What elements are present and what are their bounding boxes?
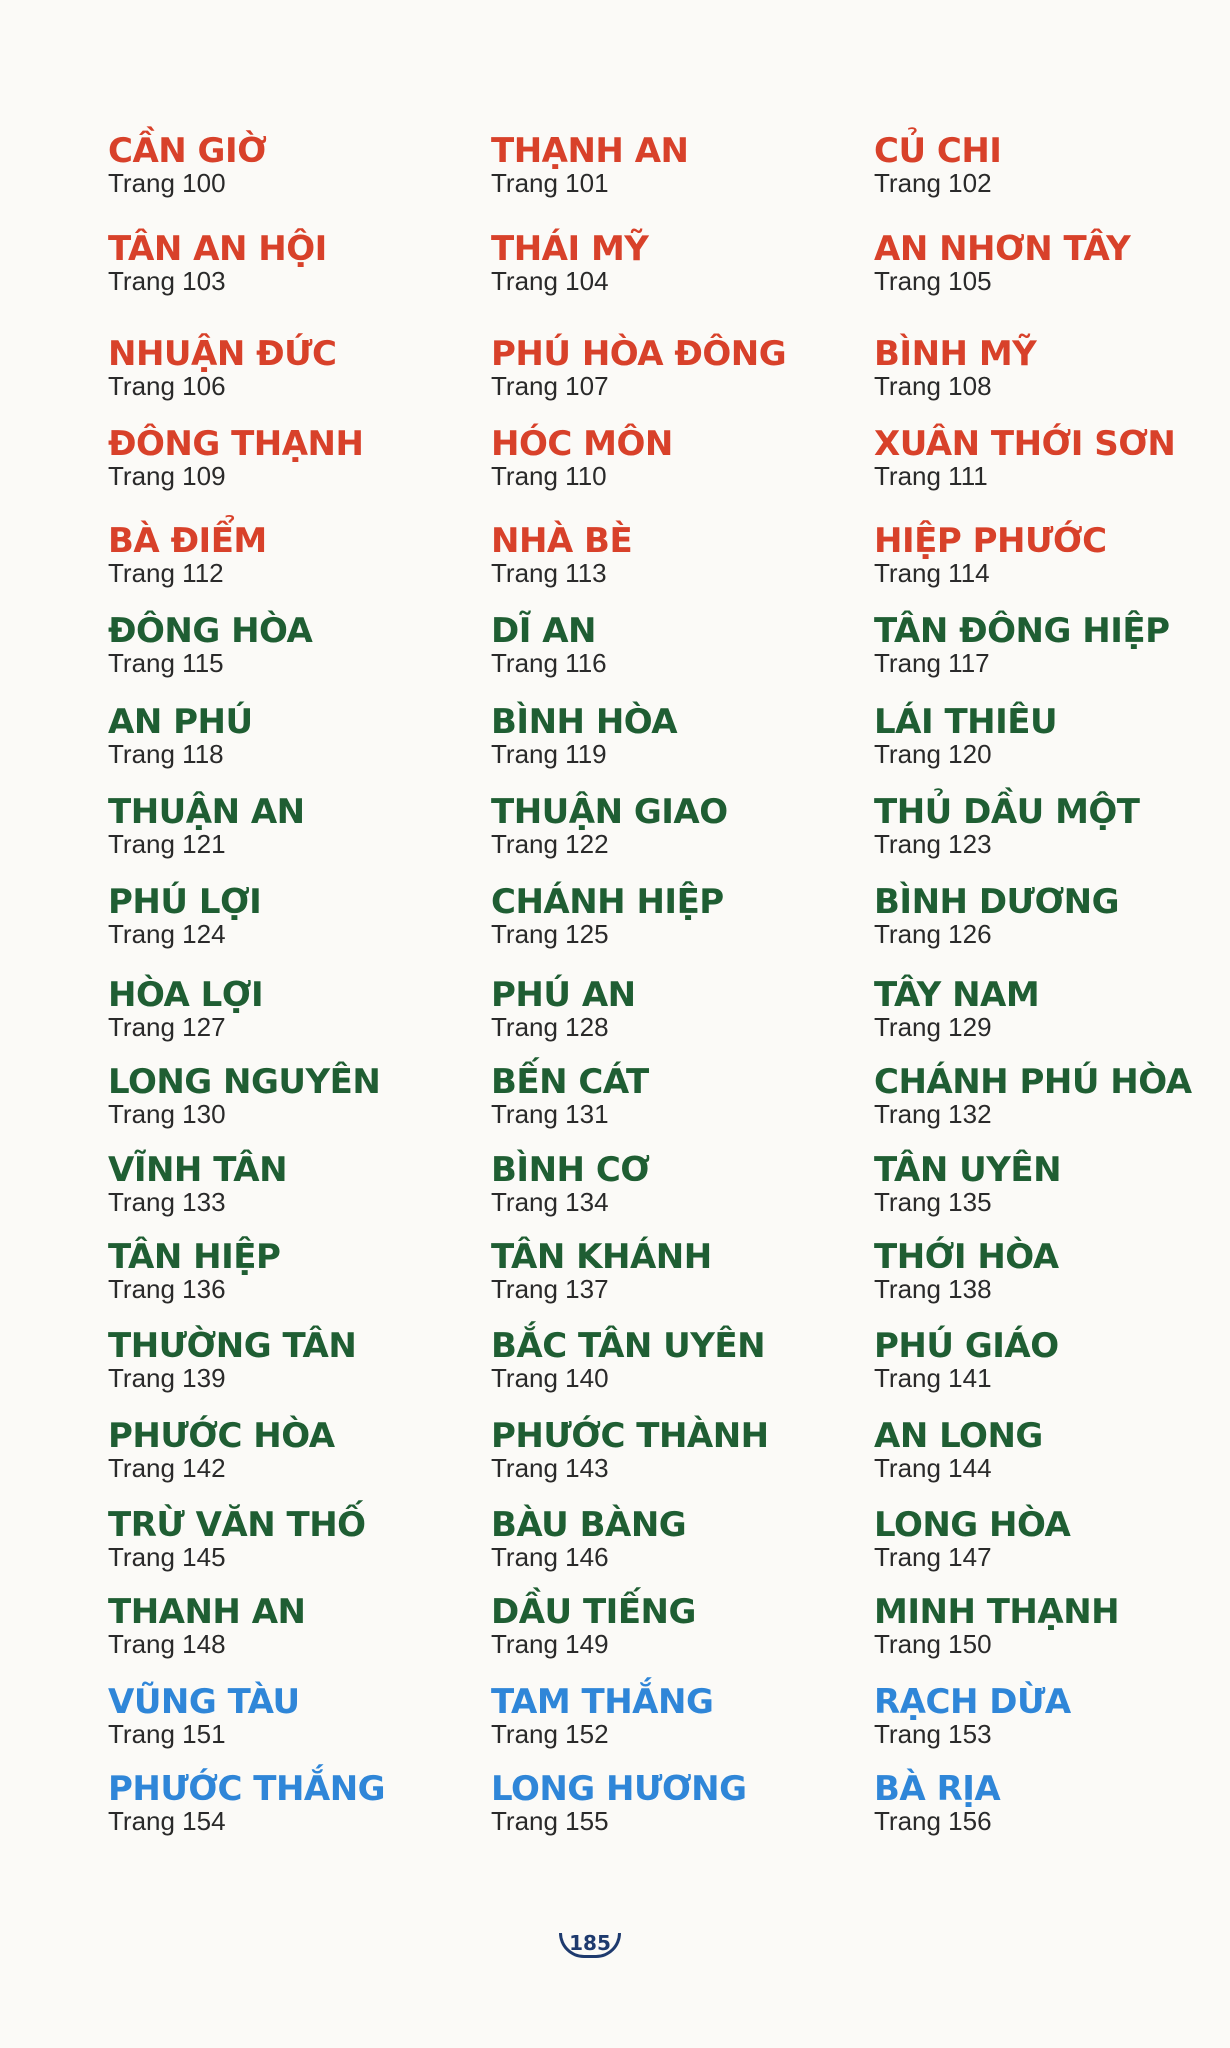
entry-name: BÌNH CƠ	[491, 1150, 650, 1190]
entry-name: THÁI MỸ	[491, 229, 649, 269]
entry-name: THUẬN AN	[108, 792, 305, 832]
entry-name: TRỪ VĂN THỐ	[108, 1505, 366, 1545]
entry-page: Trang 132	[874, 1099, 992, 1129]
page-number: 185	[559, 1926, 621, 1960]
entry-page: Trang 153	[874, 1719, 992, 1749]
index-entry	[108, 230, 468, 296]
entry-page: Trang 146	[491, 1542, 609, 1572]
index-entry	[108, 522, 468, 588]
entry-name: TÂY NAM	[874, 975, 1040, 1015]
entry-name: DĨ AN	[491, 611, 596, 651]
entry-name: XUÂN THỚI SƠN	[874, 424, 1176, 464]
entry-page: Trang 104	[491, 266, 609, 296]
entry-name: TÂN KHÁNH	[491, 1237, 712, 1277]
index-entry	[874, 1238, 1230, 1304]
entry-name: AN NHƠN TÂY	[874, 229, 1131, 269]
index-entry	[491, 425, 851, 491]
index-entry	[491, 1683, 851, 1749]
index-entry	[874, 1063, 1230, 1129]
index-entry	[874, 230, 1230, 296]
entry-page: Trang 129	[874, 1012, 992, 1042]
entry-name: CHÁNH PHÚ HÒA	[874, 1062, 1192, 1102]
entry-page: Trang 123	[874, 829, 992, 859]
entry-name: HÓC MÔN	[491, 424, 673, 464]
index-entry	[491, 1506, 851, 1572]
index-entry	[108, 1770, 468, 1836]
index-entry	[108, 1063, 468, 1129]
entry-page: Trang 111	[874, 461, 988, 491]
entry-page: Trang 120	[874, 739, 992, 769]
entry-name: PHƯỚC THẮNG	[108, 1769, 386, 1809]
entry-name: BÀU BÀNG	[491, 1505, 687, 1545]
index-entry	[108, 132, 468, 198]
index-entry	[108, 1683, 468, 1749]
entry-name: VĨNH TÂN	[108, 1150, 288, 1190]
entry-name: THỦ DẦU MỘT	[874, 792, 1140, 832]
entry-name: LONG NGUYÊN	[108, 1062, 381, 1102]
entry-page: Trang 154	[108, 1806, 226, 1836]
entry-page: Trang 117	[874, 648, 990, 678]
index-entry	[491, 1770, 851, 1836]
entry-page: Trang 105	[874, 266, 992, 296]
index-entry	[874, 1593, 1230, 1659]
entry-name: BẮC TÂN UYÊN	[491, 1326, 766, 1366]
index-entry	[108, 703, 468, 769]
entry-page: Trang 100	[108, 168, 226, 198]
index-entry	[108, 1327, 468, 1393]
entry-name: PHÚ HÒA ĐÔNG	[491, 334, 787, 374]
entry-page: Trang 119	[491, 739, 607, 769]
entry-name: PHƯỚC HÒA	[108, 1416, 335, 1456]
entry-page: Trang 121	[108, 829, 226, 859]
index-entry	[874, 1327, 1230, 1393]
index-entry	[491, 976, 851, 1042]
entry-name: THỚI HÒA	[874, 1237, 1059, 1277]
index-entry	[874, 132, 1230, 198]
index-entry	[874, 1151, 1230, 1217]
index-entry	[491, 230, 851, 296]
entry-name: BẾN CÁT	[491, 1062, 649, 1102]
entry-page: Trang 152	[491, 1719, 609, 1749]
index-entry	[491, 1417, 851, 1483]
entry-page: Trang 140	[491, 1363, 609, 1393]
entry-page: Trang 150	[874, 1629, 992, 1659]
entry-page: Trang 116	[491, 648, 607, 678]
entry-page: Trang 115	[108, 648, 224, 678]
entry-name: MINH THẠNH	[874, 1592, 1120, 1632]
entry-page: Trang 130	[108, 1099, 226, 1129]
index-entry	[874, 976, 1230, 1042]
index-entry	[491, 703, 851, 769]
index-entry	[491, 1327, 851, 1393]
entry-page: Trang 149	[491, 1629, 609, 1659]
index-entry	[108, 1417, 468, 1483]
entry-page: Trang 106	[108, 371, 226, 401]
entry-page: Trang 112	[108, 558, 224, 588]
index-entry	[874, 1506, 1230, 1572]
entry-name: LONG HÒA	[874, 1505, 1071, 1545]
index-entry	[874, 612, 1230, 678]
entry-name: BÀ RỊA	[874, 1769, 1001, 1809]
index-entry	[874, 703, 1230, 769]
entry-name: BÌNH HÒA	[491, 702, 678, 742]
entry-page: Trang 124	[108, 919, 226, 949]
entry-page: Trang 143	[491, 1453, 609, 1483]
entry-name: DẦU TIẾNG	[491, 1592, 696, 1632]
entry-page: Trang 127	[108, 1012, 226, 1042]
entry-page: Trang 102	[874, 168, 992, 198]
entry-page: Trang 122	[491, 829, 609, 859]
entry-name: BÌNH DƯƠNG	[874, 882, 1120, 922]
entry-page: Trang 118	[108, 739, 224, 769]
entry-page: Trang 147	[874, 1542, 992, 1572]
index-entry	[108, 612, 468, 678]
index-entry	[108, 976, 468, 1042]
index-entry	[491, 132, 851, 198]
entry-page: Trang 107	[491, 371, 609, 401]
entry-name: AN PHÚ	[108, 702, 253, 742]
entry-name: TAM THẮNG	[491, 1682, 714, 1722]
index-entry	[491, 1593, 851, 1659]
entry-page: Trang 128	[491, 1012, 609, 1042]
entry-page: Trang 103	[108, 266, 226, 296]
entry-name: NHUẬN ĐỨC	[108, 334, 337, 374]
entry-page: Trang 148	[108, 1629, 226, 1659]
index-entry	[491, 883, 851, 949]
entry-name: RẠCH DỪA	[874, 1682, 1071, 1722]
entry-page: Trang 136	[108, 1274, 226, 1304]
entry-name: ĐÔNG HÒA	[108, 611, 313, 651]
entry-name: VŨNG TÀU	[108, 1682, 300, 1722]
entry-page: Trang 114	[874, 558, 990, 588]
entry-name: CỦ CHI	[874, 131, 1002, 171]
entry-page: Trang 141	[874, 1363, 992, 1393]
index-entry	[491, 1063, 851, 1129]
entry-name: THANH AN	[108, 1592, 306, 1632]
entry-page: Trang 138	[874, 1274, 992, 1304]
entry-page: Trang 145	[108, 1542, 226, 1572]
entry-page: Trang 155	[491, 1806, 609, 1836]
entry-page: Trang 137	[491, 1274, 609, 1304]
entry-name: ĐÔNG THẠNH	[108, 424, 364, 464]
entry-name: THUẬN GIAO	[491, 792, 728, 832]
entry-name: LONG HƯƠNG	[491, 1769, 747, 1809]
index-entry	[491, 793, 851, 859]
index-entry	[874, 1683, 1230, 1749]
entry-name: TÂN ĐÔNG HIỆP	[874, 611, 1170, 651]
entry-page: Trang 126	[874, 919, 992, 949]
index-entry	[108, 883, 468, 949]
entry-page: Trang 135	[874, 1187, 992, 1217]
entry-page: Trang 156	[874, 1806, 992, 1836]
entry-name: BÌNH MỸ	[874, 334, 1037, 374]
index-entry	[491, 335, 851, 401]
index-entry	[874, 883, 1230, 949]
entry-name: CẦN GIỜ	[108, 131, 267, 171]
entry-name: CHÁNH HIỆP	[491, 882, 724, 922]
index-entry	[874, 425, 1230, 491]
entry-page: Trang 101	[491, 168, 609, 198]
entry-page: Trang 133	[108, 1187, 226, 1217]
entry-page: Trang 131	[491, 1099, 609, 1129]
index-entry	[491, 1238, 851, 1304]
index-entry	[108, 793, 468, 859]
index-entry	[874, 335, 1230, 401]
entry-page: Trang 151	[108, 1719, 226, 1749]
entry-name: PHÚ GIÁO	[874, 1326, 1059, 1366]
entry-name: TÂN UYÊN	[874, 1150, 1062, 1190]
entry-name: TÂN HIỆP	[108, 1237, 281, 1277]
index-entry	[491, 1151, 851, 1217]
index-entry	[108, 425, 468, 491]
entry-name: HIỆP PHƯỚC	[874, 521, 1107, 561]
entry-name: LÁI THIÊU	[874, 702, 1058, 742]
entry-page: Trang 142	[108, 1453, 226, 1483]
entry-name: PHƯỚC THÀNH	[491, 1416, 769, 1456]
entry-name: NHÀ BÈ	[491, 521, 633, 561]
entry-name: THẠNH AN	[491, 131, 689, 171]
index-entry	[874, 522, 1230, 588]
entry-page: Trang 110	[491, 461, 607, 491]
entry-page: Trang 125	[491, 919, 609, 949]
entry-name: TÂN AN HỘI	[108, 229, 327, 269]
index-entry	[874, 793, 1230, 859]
entry-name: PHÚ LỢI	[108, 882, 262, 922]
entry-page: Trang 139	[108, 1363, 226, 1393]
index-entry	[491, 612, 851, 678]
index-entry	[108, 1593, 468, 1659]
entry-name: HÒA LỢI	[108, 975, 264, 1015]
index-entry	[874, 1770, 1230, 1836]
entry-name: PHÚ AN	[491, 975, 636, 1015]
index-entry	[491, 522, 851, 588]
entry-name: BÀ ĐIỂM	[108, 521, 267, 561]
entry-name: THƯỜNG TÂN	[108, 1326, 357, 1366]
entry-page: Trang 113	[491, 558, 607, 588]
index-entry	[108, 1151, 468, 1217]
index-entry	[874, 1417, 1230, 1483]
entry-page: Trang 109	[108, 461, 226, 491]
entry-page: Trang 134	[491, 1187, 609, 1217]
entry-page: Trang 108	[874, 371, 992, 401]
index-entry	[108, 1506, 468, 1572]
entry-name: AN LONG	[874, 1416, 1043, 1456]
index-entry	[108, 335, 468, 401]
index-entry	[108, 1238, 468, 1304]
entry-page: Trang 144	[874, 1453, 992, 1483]
